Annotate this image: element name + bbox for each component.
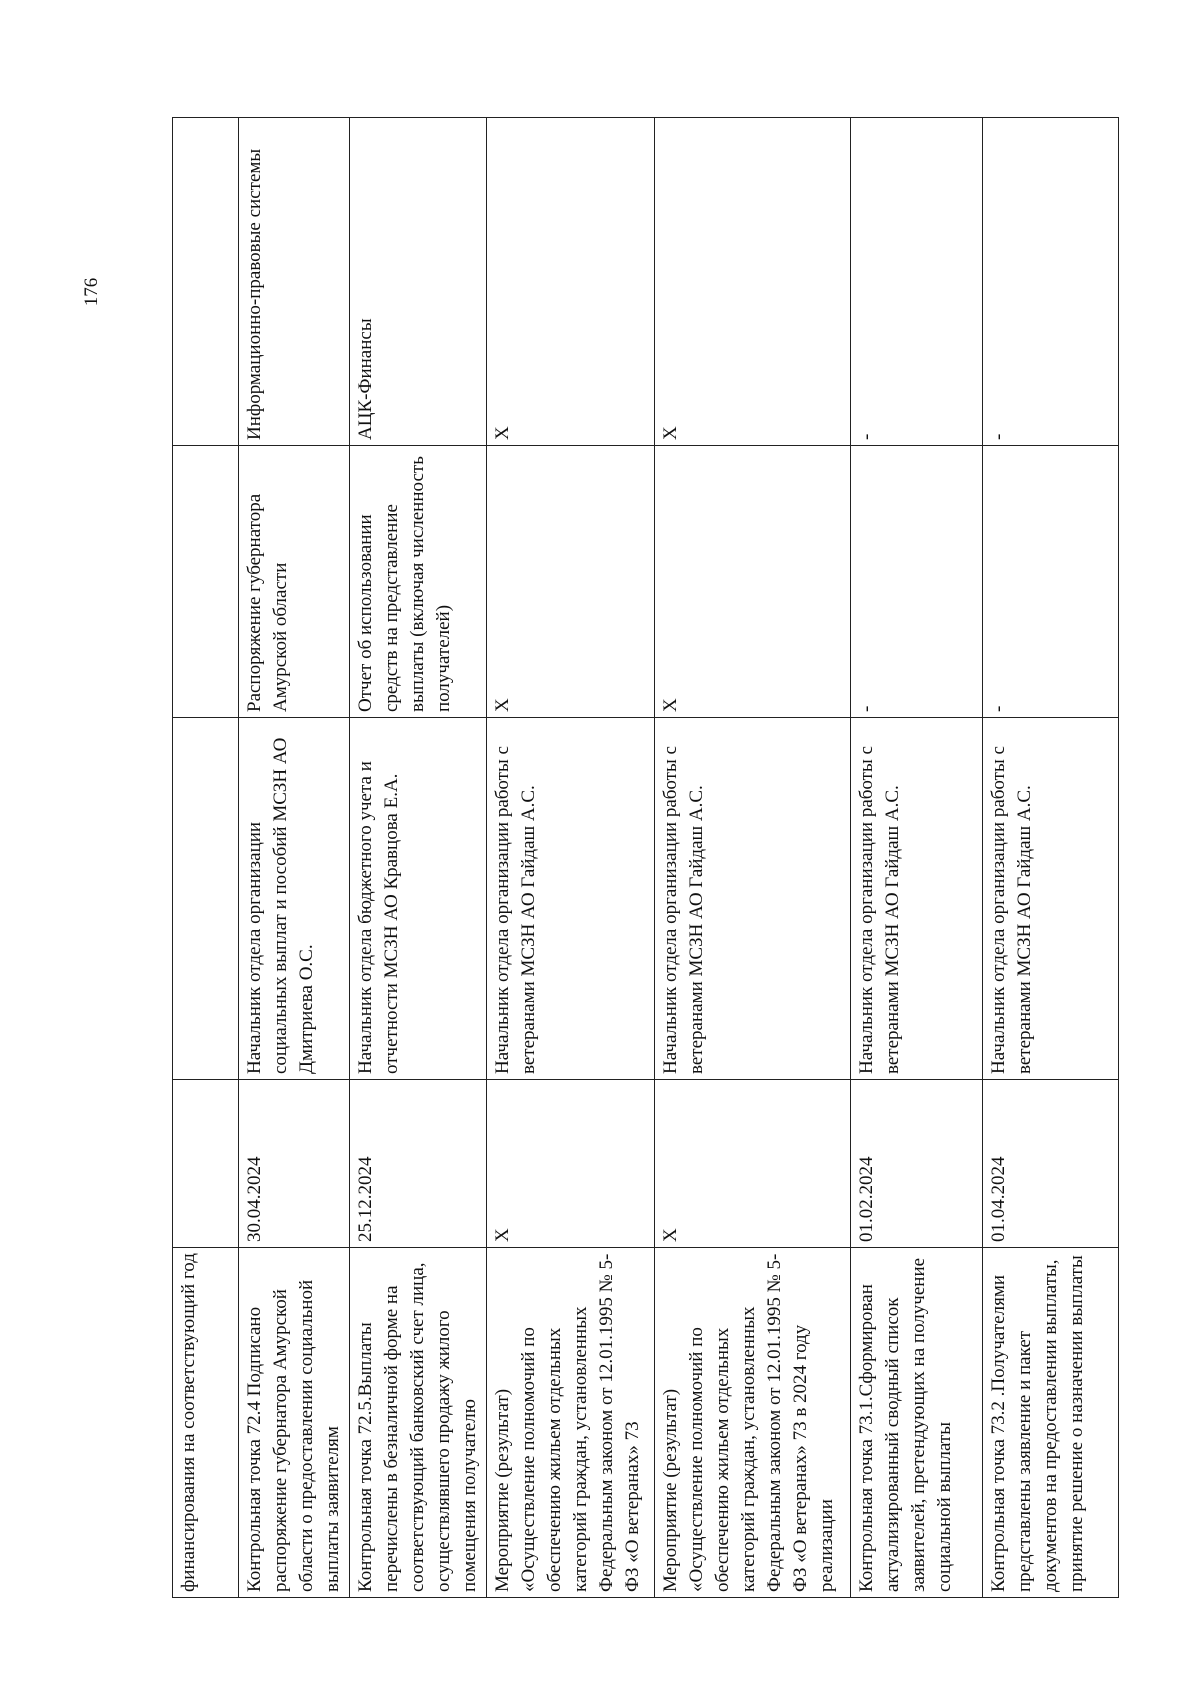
table-row xyxy=(983,118,1119,1598)
table-cell: Контрольная точка 72.5.Выплаты перечислены в безналичной форме на соответствующий банковский счет лица, осуществлявшего продажу жилого помещения получателю xyxy=(350,1248,487,1598)
table-cell xyxy=(173,1080,239,1248)
table-cell: Отчет об использовании средств на представление выплаты (включая численность получателей) xyxy=(350,446,487,718)
table-cell: X xyxy=(655,446,851,718)
table-cell: 30.04.2024 xyxy=(239,1080,350,1248)
table-cell: Мероприятие (результат) «Осуществление полномочий по обеспечению жильем отдельных категорий граждан, установленных Федеральным законом от 12.01.1995 № 5-ФЗ «О ветеранах» 73 xyxy=(487,1248,655,1598)
table-cell: АЦК-Финансы xyxy=(350,118,487,446)
table-row xyxy=(851,118,983,1598)
table-cell: Контрольная точка 72.4 Подписано распоряжение губернатора Амурской области о предоставлении социальной выплаты заявителям xyxy=(239,1248,350,1598)
table-cell: Начальник отдела организации работы с ветеранами МСЗН АО Гайдаш А.С. xyxy=(983,718,1119,1080)
table-row xyxy=(173,118,239,1598)
table-cell: X xyxy=(655,118,851,446)
table-cell xyxy=(173,118,239,446)
table-cell: 25.12.2024 xyxy=(350,1080,487,1248)
table-cell: 01.04.2024 xyxy=(983,1080,1119,1248)
table-cell: Контрольная точка 73.1.Сформирован актуализированный сводный список заявителей, претендующих на получение социальной выплаты xyxy=(851,1248,983,1598)
table-cell: Мероприятие (результат) «Осуществление полномочий по обеспечению жильем отдельных категорий граждан, установленных Федеральным законом от 12.01.1995 № 5-ФЗ «О ветеранах» 73 в 2024 году реализации xyxy=(655,1248,851,1598)
table-row xyxy=(239,118,350,1598)
page-number: 176 xyxy=(81,277,102,307)
table-cell: Контрольная точка 73.2 .Получателями представлены заявление и пакет документов на предоставлении выплаты, принятие решение о назначении выплаты xyxy=(983,1248,1119,1598)
table-cell: - xyxy=(851,446,983,718)
table-cell xyxy=(173,718,239,1080)
table-cell: X xyxy=(487,1080,655,1248)
table-cell: X xyxy=(487,446,655,718)
table-cell: - xyxy=(983,118,1119,446)
table-cell: Начальник отдела организации работы с ветеранами МСЗН АО Гайдаш А.С. xyxy=(851,718,983,1080)
rotated-table-container xyxy=(172,118,1116,1598)
table-cell: - xyxy=(851,118,983,446)
table-cell: - xyxy=(983,446,1119,718)
table-cell: X xyxy=(655,1080,851,1248)
table-row xyxy=(655,118,851,1598)
table-row xyxy=(350,118,487,1598)
table-cell: Начальник отдела бюджетного учета и отчетности МСЗН АО Кравцова Е.А. xyxy=(350,718,487,1080)
table-cell: Начальник отдела организации работы с ветеранами МСЗН АО Гайдаш А.С. xyxy=(655,718,851,1080)
table-cell: финансирования на соответствующий год xyxy=(173,1248,239,1598)
table-cell: Начальник отдела организации социальных выплат и пособий МСЗН АО Дмитриева О.С. xyxy=(239,718,350,1080)
table-cell: Информационно-правовые системы xyxy=(239,118,350,446)
table-cell xyxy=(173,446,239,718)
table-cell: 01.02.2024 xyxy=(851,1080,983,1248)
table-cell: Распоряжение губернатора Амурской области xyxy=(239,446,350,718)
table-row xyxy=(487,118,655,1598)
table-cell: X xyxy=(487,118,655,446)
table-cell: Начальник отдела организации работы с ветеранами МСЗН АО Гайдаш А.С. xyxy=(487,718,655,1080)
control-points-table xyxy=(172,117,1119,1598)
